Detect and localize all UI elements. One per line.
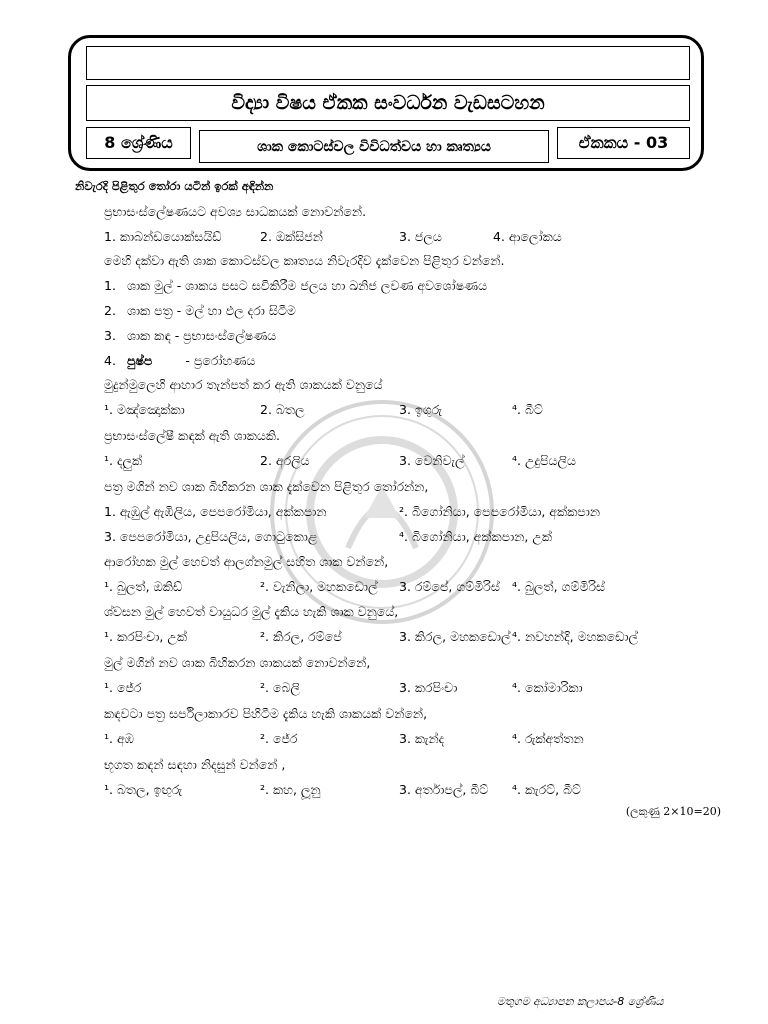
option-text [127, 324, 276, 348]
option-1: ¹. බතල, ඉඟුරු [104, 782, 183, 797]
question-stem: පත්‍ර මගින් නව ශාක බිහිකරන ශාක දැක්වෙන පිළිතුර තෝරන්න, [104, 479, 429, 494]
plant-part: ශාක පත්‍ර [127, 303, 173, 318]
option-4: ⁴. කෝමාරිකා [512, 680, 583, 695]
marks-note: (ලකුණු 2×10=20) [625, 805, 721, 818]
option-1: ¹. අඹ [104, 731, 134, 746]
option-2: 2. අරලිය [260, 453, 310, 468]
option-number: 3. [104, 328, 116, 343]
unit-label: ඒකකය - 03 [557, 127, 690, 159]
option-number: 4. [104, 353, 116, 368]
header-blank-box [86, 46, 690, 80]
option-4: ⁴. බිගෝනියා, අක්කපාන, උක් [399, 529, 553, 544]
question-9-options [0, 727, 768, 751]
option-3: 3. ජලය [399, 229, 442, 244]
question-8-stem-row [0, 651, 768, 675]
question-7-stem-row [0, 600, 768, 624]
plant-part: ශාක කඳ [127, 328, 171, 343]
option-3: 3. කිරල, මහකඩොල් [399, 629, 511, 644]
question-8-options [0, 676, 768, 700]
question-6-options [0, 575, 768, 599]
option-4: ⁴. කැරට්, බීට් [512, 782, 582, 797]
question-3-options [0, 398, 768, 422]
page-footer: මතුගම අධ්‍යාපන කලාපය-8 ශ්‍රේණිය [497, 995, 664, 1008]
option-2: ². කහ, ලූනු [260, 782, 321, 797]
question-4-stem-row [0, 424, 768, 448]
question-stem: ප්‍රභාසංස්ලේෂී කඳක් ඇති ශාකයකි. [104, 428, 280, 443]
option-text [127, 349, 255, 373]
question-5-options-b [0, 525, 768, 549]
option-2: ². බෙලි [260, 680, 300, 695]
option-3: 3. කැන්ද [399, 731, 445, 746]
part-function: - ප්‍රභාසංස්ලේෂණය [174, 328, 277, 343]
option-3: 3. රම්පේ, ගම්මිරිස් [399, 579, 500, 594]
question-stem: මුල් මගින් නව ශාක බිහිකරන ශාකයක් නොවන්නේ, [104, 655, 371, 670]
question-10-stem-row [0, 753, 768, 777]
question-2-option-3 [0, 324, 768, 348]
option-2: ². බිගෝනියා, පෙපරෝමියා, අක්කපාන [399, 504, 601, 519]
question-stem: භූගත කඳන් සඳහා නිදසුන් වන්නේ , [104, 757, 286, 772]
plant-part: පුෂ්ප [127, 353, 153, 368]
question-10-options [0, 778, 768, 802]
question-stem: කඳවටා පත්‍ර සර්පිලාකාරව පිහිටීම දැකිය හැකි ශාකයක් වන්නේ, [104, 706, 428, 721]
part-function: - ප්‍රරෝහණය [185, 353, 256, 368]
option-4: ⁴. බීට් [512, 402, 543, 417]
question-3-stem-row [0, 373, 768, 397]
option-4: ⁴. බුලත්, ගම්මිරිස් [512, 579, 605, 594]
question-2-option-4 [0, 349, 768, 373]
option-1: ¹. බුලත්, ඔකිඩ් [104, 579, 183, 594]
plant-part: ශාක මුල් [127, 278, 173, 293]
option-4: ⁴. නවහන්දි, මහකඩොල් [512, 629, 638, 644]
option-4: 4. ආලෝකය [493, 229, 562, 244]
question-stem: ආරෝහක මුල් හෙවත් ආලග්නමුල් සහිත ශාක වන්නේ, [104, 554, 389, 569]
option-2: 2. ඔක්සිජන් [260, 229, 323, 244]
option-3: 3. වෙනිවැල් [399, 453, 465, 468]
option-3: 3. අර්තාපල්, බීට් [399, 782, 489, 797]
option-1: ¹. දලුක් [104, 453, 143, 468]
option-text [127, 299, 296, 323]
option-number: 1. [104, 278, 116, 293]
question-5-options-a [0, 500, 768, 524]
option-1: ¹. මඤ්ඤොක්කා [104, 402, 185, 417]
question-6-stem-row [0, 550, 768, 574]
option-2: 2. බතල [260, 402, 305, 417]
question-7-options [0, 625, 768, 649]
question-9-stem-row [0, 702, 768, 726]
grade-label: 8 ශ්‍රේණිය [86, 127, 191, 159]
question-stem: ශ්වසන මුල් හෙවත් වායුධර මුල් දැකිය හැකි ශාක වනුයේ, [104, 604, 399, 619]
option-text [127, 274, 487, 298]
option-3: 3. ඉගුරු [399, 402, 443, 417]
option-number: 2. [104, 303, 116, 318]
question-1-stem-row [0, 200, 768, 224]
option-1: ¹. ජේර [104, 680, 142, 695]
option-2: ². ජේර [260, 731, 298, 746]
question-2-stem-row [0, 249, 768, 273]
option-2: ². වැනිලා, මහකඩොල් [260, 579, 378, 594]
option-3: 3. පෙපරෝමියා, උදුපියලිය, ගොටුකොළ [104, 529, 318, 544]
part-function: - මල් හා ඵල දරා සිටීම [176, 303, 296, 318]
question-stem: ප්‍රභාසංස්ලේෂණයට අවශ්‍ය සාධකයක් නොවන්නේ. [104, 204, 367, 219]
question-4-options [0, 449, 768, 473]
part-function: - ශාකය පසට සවිකිරීම ජලය හා ඛනිජ ලවණ අවශෝෂණය [176, 278, 488, 293]
option-1: 1. ඇඹුල් ඇඹිලිය, පෙපරෝමියා, අක්කපාන [104, 504, 327, 519]
option-4: ⁴. රුක්අත්තන [512, 731, 584, 746]
option-2: ². කිරල, රම්පේ [260, 629, 342, 644]
question-1-options [0, 225, 768, 249]
option-1: ¹. කරපිංචා, උක් [104, 629, 188, 644]
instruction-text: නිවැරදි පිළිතුර තෝරා යටින් ඉරක් අඳින්න [75, 179, 274, 193]
question-5-stem-row [0, 475, 768, 499]
question-stem: මෙහි දක්වා ඇති ශාක කොටස්වල කෘත්‍යය නිවැරදිව දැක්වෙන පිළිතුර වන්නේ. [104, 253, 505, 268]
question-2-option-1 [0, 274, 768, 298]
program-title: විද්‍යා විෂය ඒකක සංවර්ධන වැඩසටහන [86, 85, 690, 121]
option-1: 1. කාබන්ඩයොක්සයිඩ් [104, 229, 222, 244]
option-3: 3. කරපිංචා [399, 680, 458, 695]
question-2-option-2 [0, 299, 768, 323]
option-4: ⁴. උදුපියලිය [512, 453, 577, 468]
question-stem: මුදුන්මුලෙහි ආහාර තැන්පත් කර ඇති ශාකයක් වනුයේ [104, 377, 383, 392]
topic-title: ශාක කොටස්වල විවිධත්වය හා කෘත්‍යය [199, 130, 549, 163]
